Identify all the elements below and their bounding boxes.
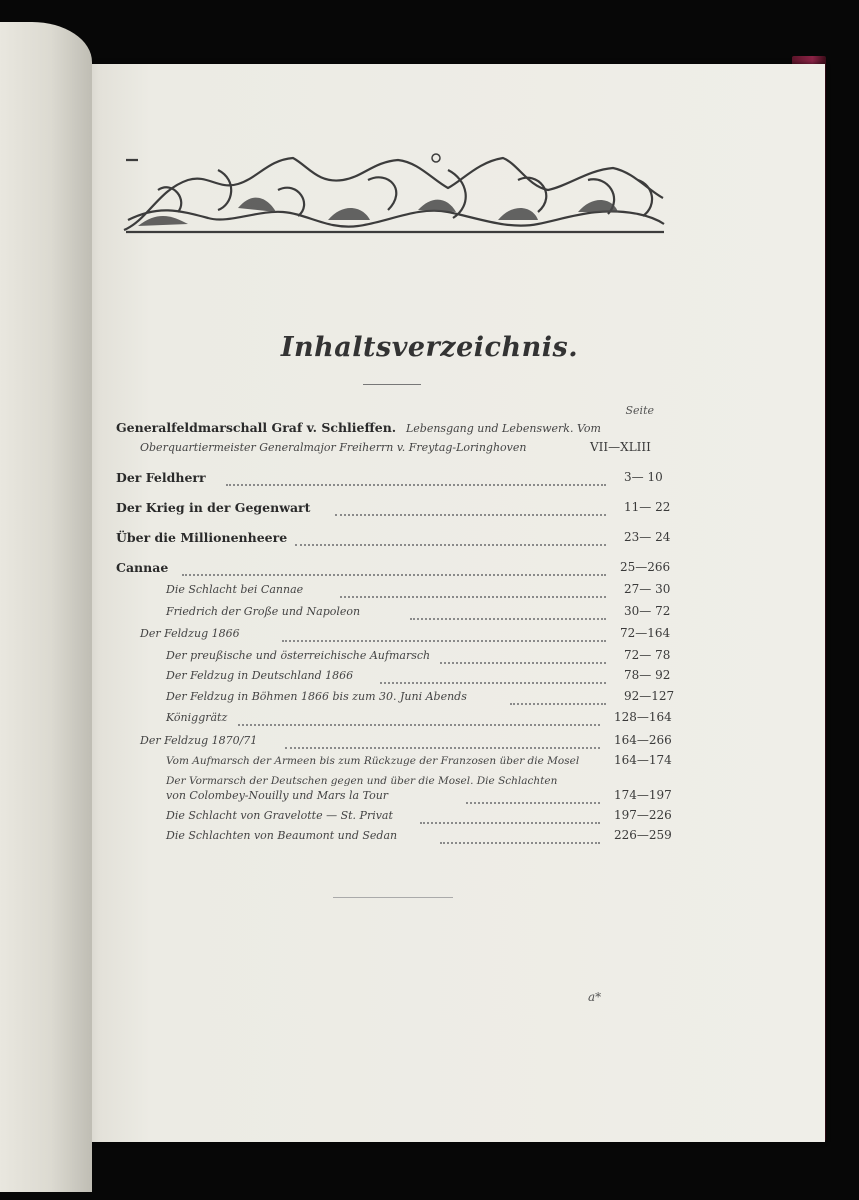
- toc-entry: [166, 788, 388, 802]
- leader-dots: [440, 650, 606, 664]
- leader-dots: [510, 691, 606, 705]
- toc-entry-title: Königgrätz: [166, 711, 228, 724]
- leader-dots: [335, 502, 606, 516]
- toc-entry-title: Der Vormarsch der Deutschen gegen und über die Mosel. Die Schlachten: [166, 775, 558, 787]
- toc-entry: [166, 828, 397, 842]
- toc-entry-title: von Colombey-Nouilly und Mars la Tour: [166, 789, 389, 802]
- toc-entry-title: Friedrich der Große und Napoleon: [166, 605, 361, 618]
- column-header-seite: Seite: [625, 404, 654, 417]
- toc-entry: [116, 500, 310, 515]
- toc-entry: [166, 648, 430, 662]
- toc-entry: [166, 689, 467, 703]
- toc-entry-page: 72— 78: [624, 648, 671, 662]
- toc-entry-page: 3— 10: [624, 470, 663, 484]
- toc-entry-page: VII—XLIII: [590, 440, 651, 454]
- signature-mark: a*: [588, 990, 602, 1004]
- leader-dots: [340, 584, 606, 598]
- toc-entry-title: Der Feldherr: [116, 470, 206, 485]
- toc-entry-title: Cannae: [116, 560, 169, 575]
- toc-entry: [140, 733, 257, 747]
- leader-dots: [238, 712, 600, 726]
- toc-entry-title: Die Schlacht bei Cannae: [166, 583, 304, 596]
- toc-entry-title: Der Feldzug 1870/71: [140, 734, 258, 747]
- toc-entry-page: 226—259: [614, 828, 672, 842]
- toc-entry-title: Über die Millionenheere: [116, 530, 288, 545]
- toc-entry-title: Die Schlacht von Gravelotte — St. Privat: [166, 809, 393, 822]
- toc-entry-title: Der Feldzug 1866: [140, 627, 240, 640]
- toc-entry: [140, 440, 526, 454]
- toc-entry: [166, 773, 557, 787]
- toc-entry: [116, 560, 168, 575]
- toc-entry: [166, 582, 303, 596]
- toc-entry-title: Oberquartiermeister Generalmajor Freiherrn v. Freytag-Loringhoven: [140, 441, 527, 454]
- toc-entry: [166, 753, 579, 767]
- toc-entry-page: 92—127: [624, 689, 675, 703]
- leader-dots: [466, 790, 600, 804]
- leader-dots: [380, 670, 606, 684]
- leader-dots: [226, 472, 606, 486]
- toc-entry-title: Generalfeldmarschall Graf v. Schlieffen.: [116, 420, 397, 435]
- toc-entry: [116, 470, 206, 485]
- leader-dots: [182, 562, 606, 576]
- toc-entry-page: 174—197: [614, 788, 672, 802]
- toc-entry: [116, 420, 601, 435]
- leader-dots: [440, 830, 600, 844]
- toc-entry-page: 30— 72: [624, 604, 671, 618]
- leader-dots: [282, 628, 606, 642]
- toc-entry-page: 197—226: [614, 808, 672, 822]
- toc-entry-title: Der preußische und österreichische Aufmarsch: [166, 649, 431, 662]
- toc-entry: [116, 530, 287, 545]
- toc-entry: [140, 626, 240, 640]
- toc-entry: [166, 808, 393, 822]
- toc-entry-page: 78— 92: [624, 668, 671, 682]
- toc-entry-title: Die Schlachten von Beaumont und Sedan: [166, 829, 398, 842]
- toc-entry-subtitle: Lebensgang und Lebenswerk. Vom: [405, 422, 601, 435]
- leader-dots: [420, 810, 600, 824]
- toc-entry-page: 128—164: [614, 710, 672, 724]
- toc-entry-page: 23— 24: [624, 530, 671, 544]
- toc-entry-title: Vom Aufmarsch der Armeen bis zum Rückzuge der Franzosen über die Mosel: [166, 755, 580, 767]
- toc-entry: [166, 604, 360, 618]
- toc-entry-page: 164—266: [614, 733, 672, 747]
- leader-dots: [410, 606, 606, 620]
- toc-entry: [166, 710, 227, 724]
- toc-entry: [166, 668, 353, 682]
- toc-entry-page: 25—266: [620, 560, 671, 574]
- end-divider: [333, 897, 453, 898]
- toc-entry-page: 11— 22: [624, 500, 671, 514]
- page-title: Inhaltsverzeichnis.: [280, 332, 579, 363]
- toc-entry-title: Der Feldzug in Böhmen 1866 bis zum 30. Juni Abends: [166, 690, 467, 703]
- toc-entry-page: 164—174: [614, 753, 672, 767]
- leader-dots: [295, 532, 606, 546]
- toc-entry-page: 72—164: [620, 626, 671, 640]
- toc-entry-page: 27— 30: [624, 582, 671, 596]
- toc-entry-title: Der Krieg in der Gegenwart: [116, 500, 311, 515]
- toc-entry-title: Der Feldzug in Deutschland 1866: [166, 669, 354, 682]
- leader-dots: [285, 735, 600, 749]
